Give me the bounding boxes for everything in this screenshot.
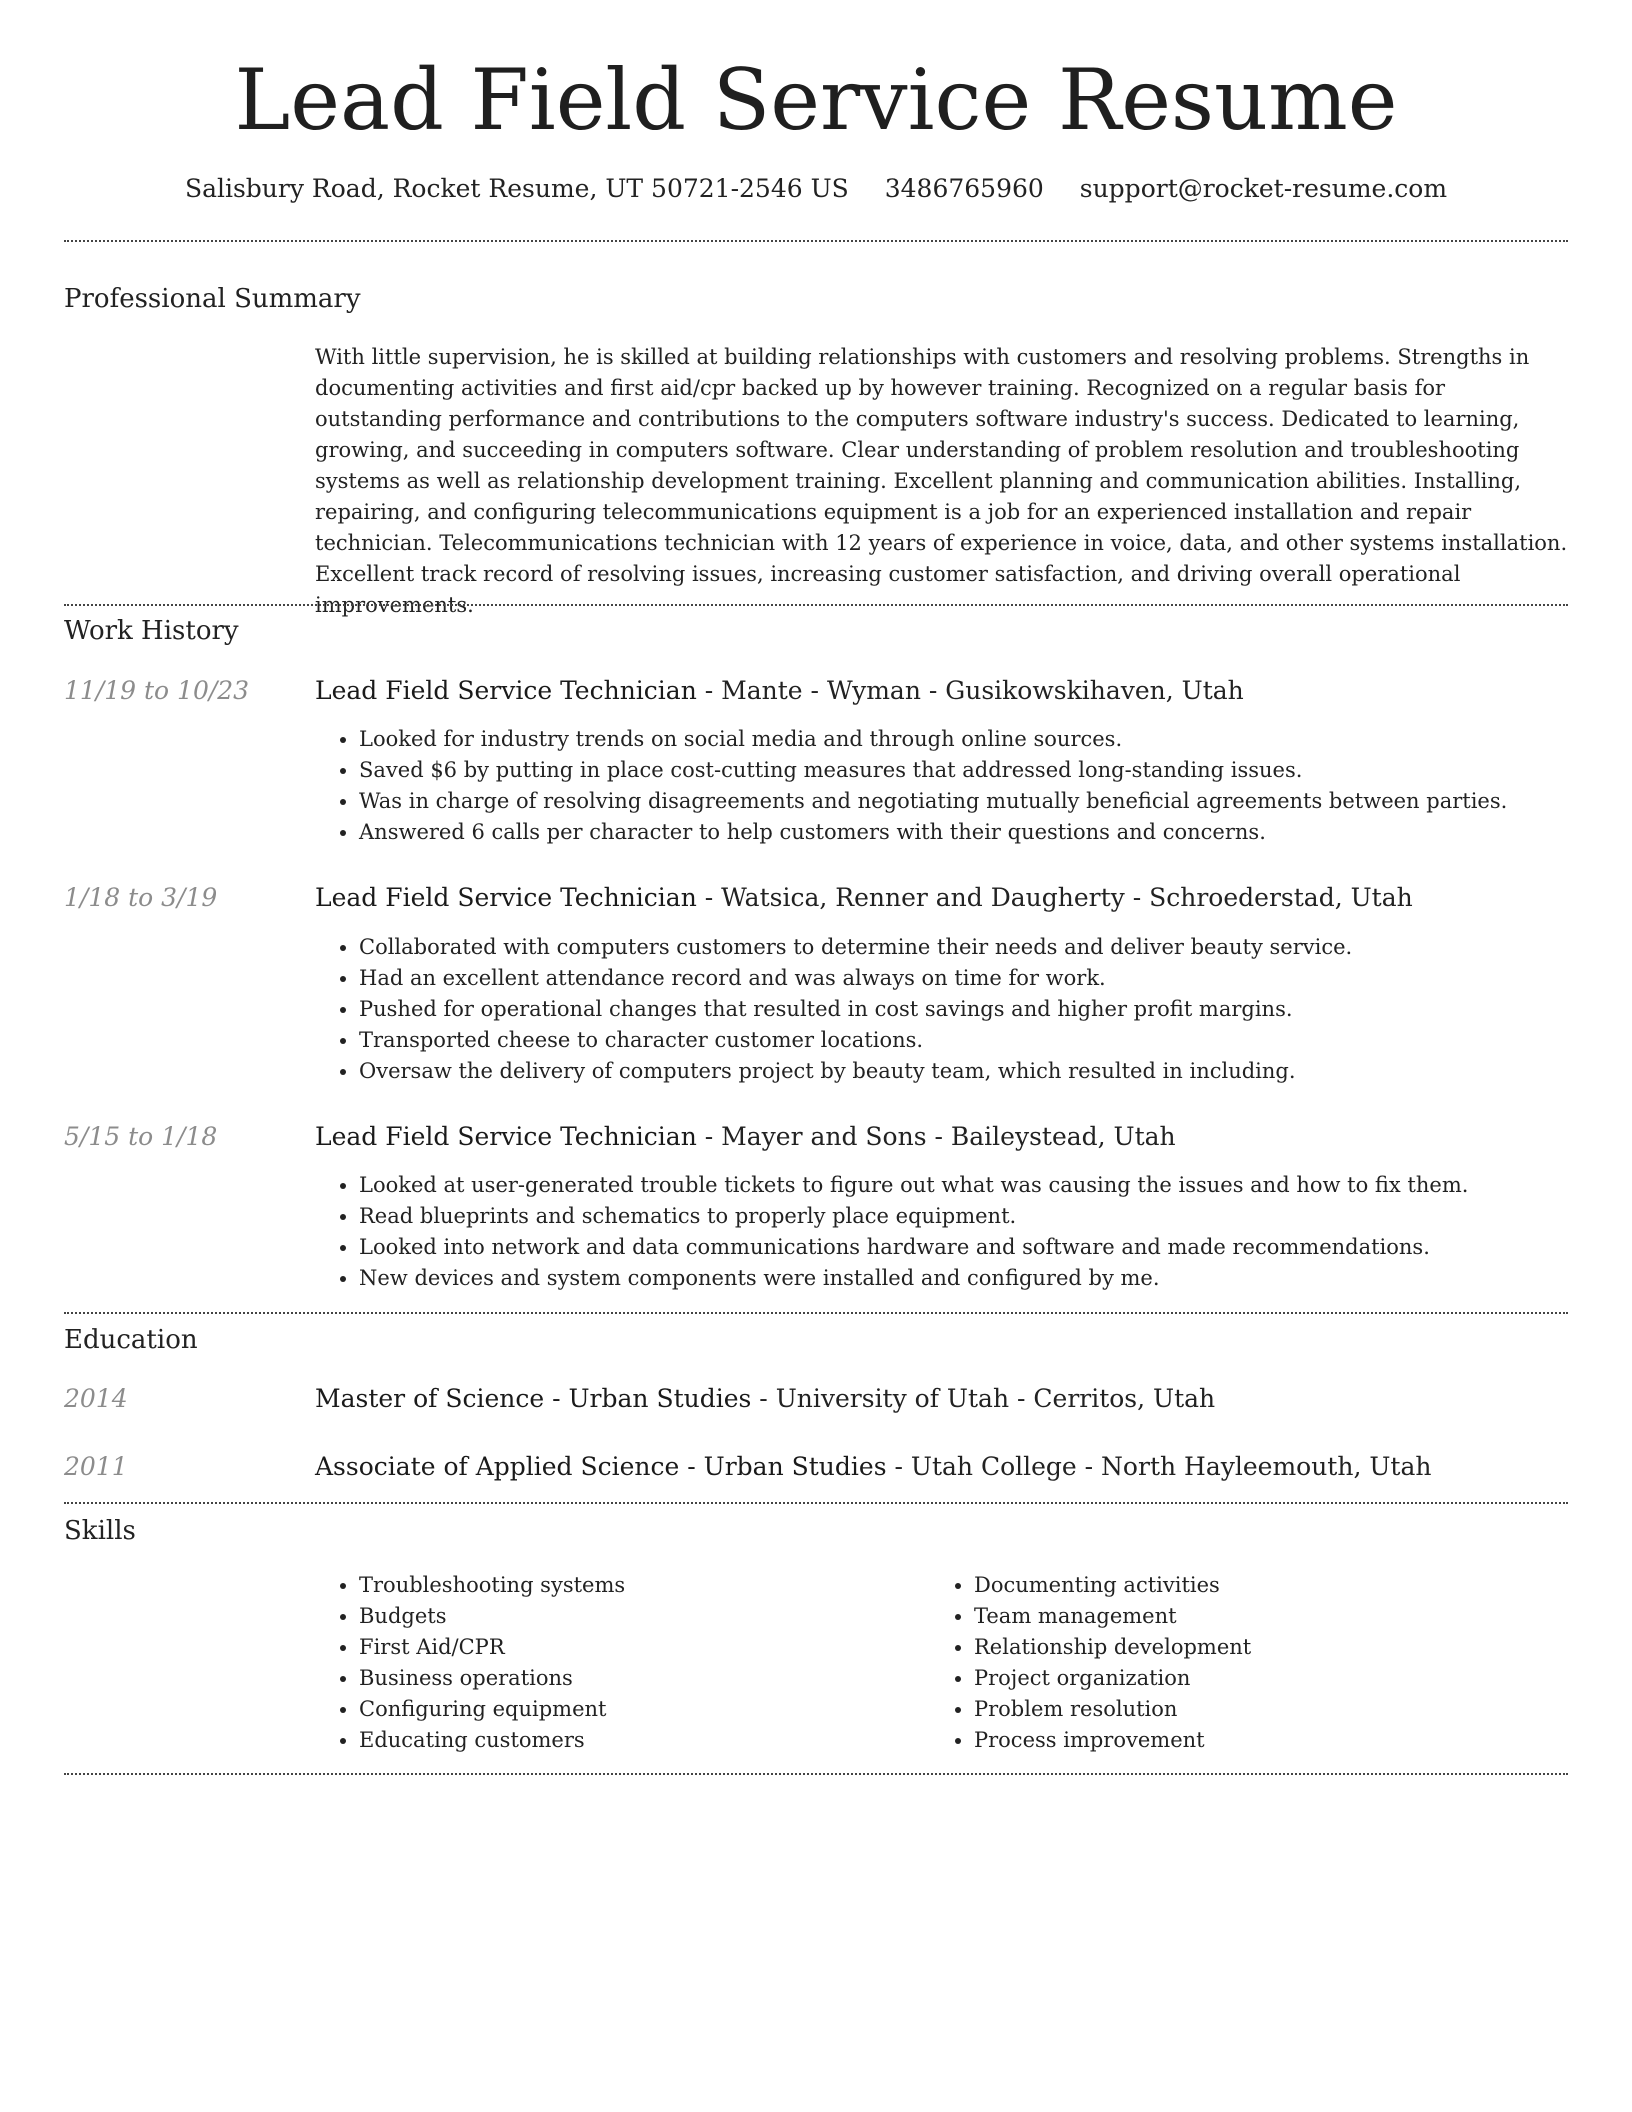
education-entry — [315, 1450, 1568, 1484]
summary-text: With little supervision, he is skilled at building relationships with customers and resolving problems. Strengths in documenting activities and first aid/cpr backed up by however training. Recognized on a regular basis for outstanding performance and contributions to the computers software industry's success. Dedicated to learning, growing, and succeeding in computers software. Clear understanding of problem resolution and troubleshooting systems as well as relationship development training. Excellent planning and communication abilities. Installing, repairing, and configuring telecommunications equipment is a job for an experienced installation and repair technician. Telecommunications technician with 12 years of experience in voice, data, and other systems installation. Excellent track record of resolving issues, increasing customer satisfaction, and driving overall operational improvements. — [315, 345, 1568, 617]
job-heading — [315, 881, 1568, 915]
resume-title: Lead Field Service Resume — [234, 51, 1398, 149]
divider — [64, 1312, 1568, 1314]
skill-item: • Business operations — [359, 1663, 919, 1694]
education-entry — [315, 1382, 1568, 1416]
skill-item: • Relationship development — [974, 1632, 1534, 1663]
job-bullets — [315, 1170, 1612, 1294]
job-title: Lead Field Service Technician — [315, 676, 697, 705]
job-bullet: • Answered 6 calls per character to help customers with their questions and concerns. — [359, 817, 1612, 848]
skill-item: • Project organization — [974, 1663, 1534, 1694]
job-details: - Mayer and Sons - Baileystead, Utah — [696, 1122, 1176, 1151]
divider — [64, 1773, 1568, 1775]
education-degree: Master of Science - Urban Studies — [315, 1384, 752, 1413]
job-details: - Mante - Wyman - Gusikowskihaven, Utah — [696, 676, 1244, 705]
divider — [64, 1502, 1568, 1504]
job-title: Lead Field Service Technician — [315, 1122, 697, 1151]
contact-line — [0, 172, 1632, 206]
job-bullet: • Pushed for operational changes that resulted in cost savings and higher profit margins. — [359, 994, 1612, 1025]
job-bullet: • Collaborated with computers customers to determine their needs and deliver beauty service. — [359, 932, 1612, 963]
section-title-skills: Skills — [64, 1516, 136, 1546]
job-bullet: • Read blueprints and schematics to properly place equipment. — [359, 1201, 1612, 1232]
education-year: 2011 — [64, 1452, 128, 1481]
education-year: 2014 — [64, 1384, 128, 1413]
section-title-summary: Professional Summary — [64, 284, 361, 314]
job-details: - Watsica, Renner and Daugherty - Schroederstad, Utah — [696, 883, 1413, 912]
skill-item: • First Aid/CPR — [359, 1632, 919, 1663]
job-dates: 1/18 to 3/19 — [64, 883, 218, 912]
job-dates: 5/15 to 1/18 — [64, 1122, 218, 1151]
job-bullet: • Was in charge of resolving disagreements and negotiating mutually beneficial agreements between parties. — [359, 786, 1612, 817]
section-title-work-history: Work History — [64, 616, 239, 646]
section-title-education: Education — [64, 1325, 198, 1355]
divider — [64, 240, 1568, 242]
job-heading — [315, 674, 1568, 708]
job-title: Lead Field Service Technician — [315, 883, 697, 912]
skill-item: • Troubleshooting systems — [359, 1570, 919, 1601]
job-dates: 11/19 to 10/23 — [64, 676, 250, 705]
job-bullet: • Transported cheese to character customer locations. — [359, 1025, 1612, 1056]
job-heading — [315, 1120, 1568, 1154]
skills-list-left — [315, 1570, 919, 1756]
contact-phone: 3486765960 — [884, 174, 1044, 203]
job-bullet: • Looked into network and data communications hardware and software and made recommendations. — [359, 1232, 1612, 1263]
skill-item: • Educating customers — [359, 1725, 919, 1756]
skill-item: • Configuring equipment — [359, 1694, 919, 1725]
skill-item: • Problem resolution — [974, 1694, 1534, 1725]
skills-list-right — [930, 1570, 1534, 1756]
education-details: - Utah College - North Hayleemouth, Utah — [886, 1452, 1432, 1481]
job-bullet: • Had an excellent attendance record and was always on time for work. — [359, 963, 1612, 994]
job-bullet: • Looked at user-generated trouble tickets to figure out what was causing the issues and how to fix them. — [359, 1170, 1612, 1201]
education-degree: Associate of Applied Science - Urban Studies — [315, 1452, 887, 1481]
skill-item: • Documenting activities — [974, 1570, 1534, 1601]
contact-email: support@rocket-resume.com — [1079, 174, 1448, 203]
job-bullet: • New devices and system components were installed and configured by me. — [359, 1263, 1612, 1294]
divider — [64, 604, 1568, 606]
skill-item: • Team management — [974, 1601, 1534, 1632]
job-bullets — [315, 724, 1612, 848]
job-bullet: • Oversaw the delivery of computers project by beauty team, which resulted in including. — [359, 1056, 1612, 1087]
skill-item: • Budgets — [359, 1601, 919, 1632]
job-bullet: • Saved $6 by putting in place cost-cutting measures that addressed long-standing issues. — [359, 755, 1612, 786]
job-bullet: • Looked for industry trends on social media and through online sources. — [359, 724, 1612, 755]
job-bullets — [315, 932, 1612, 1087]
skill-item: • Process improvement — [974, 1725, 1534, 1756]
contact-address: Salisbury Road, Rocket Resume, UT 50721-2546 US — [184, 174, 849, 203]
education-details: - University of Utah - Cerritos, Utah — [751, 1384, 1216, 1413]
